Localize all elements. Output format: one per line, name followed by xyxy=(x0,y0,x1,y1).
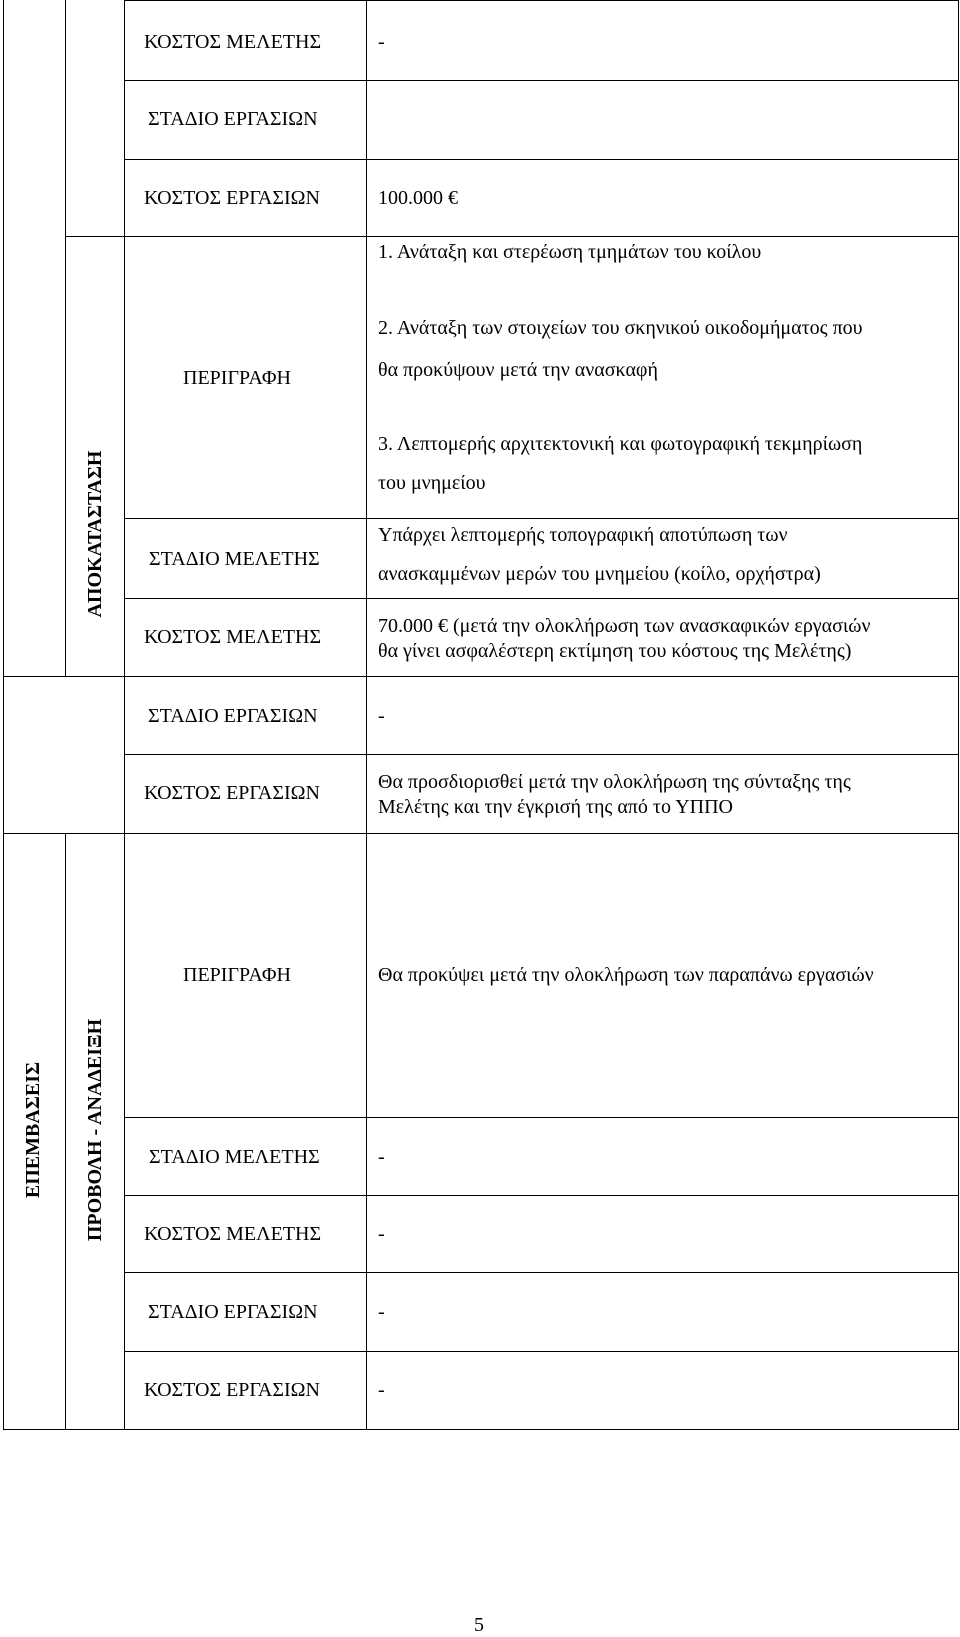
page-number: 5 xyxy=(474,1614,484,1636)
perigrafi-line-5: του μνημείου xyxy=(378,472,486,494)
stadio-meletis-line-2: ανασκαμμένων μερών του μνημείου (κοίλο, ορχήστρα) xyxy=(378,563,821,585)
row-label-kostos-ergasion-1: ΚΟΣΤΟΣ ΕΡΓΑΣΙΩΝ xyxy=(144,187,320,209)
perigrafi-value-epemvaseis: Θα προκύψει μετά την ολοκλήρωση των παραπάνω εργασιών xyxy=(378,964,874,986)
row-value-kostos-ergasion-2: - xyxy=(378,1379,385,1401)
stadio-ergasion-label-apokatastasi: ΣΤΑΔΙΟ ΕΡΓΑΣΙΩΝ xyxy=(148,705,318,727)
row-label-stadio-ergasion-2: ΣΤΑΔΙΟ ΕΡΓΑΣΙΩΝ xyxy=(148,1301,318,1323)
perigrafi-line-1: 1. Ανάταξη και στερέωση τμημάτων του κοίλου xyxy=(378,241,762,263)
perigrafi-line-4: 3. Λεπτομερής αρχιτεκτονική και φωτογραφική τεκμηρίωση xyxy=(378,433,863,455)
kostos-meletis-line-2: θα γίνει ασφαλέστερη εκτίμηση του κόστους της Μελέτης) xyxy=(378,640,852,662)
row-label-kostos-meletis-1: ΚΟΣΤΟΣ ΜΕΛΕΤΗΣ xyxy=(144,31,322,53)
row-value-kostos-ergasion-1: 100.000 € xyxy=(378,187,458,209)
row-label-kostos-meletis-2: ΚΟΣΤΟΣ ΜΕΛΕΤΗΣ xyxy=(144,1223,322,1245)
group-title-epemvaseis: ΕΠΕΜΒΑΣΕΙΣ xyxy=(22,1061,44,1199)
perigrafi-line-3: θα προκύψουν μετά την ανασκαφή xyxy=(378,359,658,381)
row-value-kostos-meletis-2: - xyxy=(378,1223,385,1245)
subgroup-title-provoli-anadeixi: ΠΡΟΒΟΛΗ - ΑΝΑΔΕΙΞΗ xyxy=(84,1018,106,1242)
perigrafi-label-epemvaseis: ΠΕΡΙΓΡΑΦΗ xyxy=(183,964,291,986)
perigrafi-label-apokatastasi: ΠΕΡΙΓΡΑΦΗ xyxy=(183,367,291,389)
row-label-kostos-ergasion-2: ΚΟΣΤΟΣ ΕΡΓΑΣΙΩΝ xyxy=(144,1379,320,1401)
kostos-ergasion-line-1: Θα προσδιορισθεί μετά την ολοκλήρωση της σύνταξης της xyxy=(378,771,851,793)
row-value-kostos-meletis-1: - xyxy=(378,31,385,53)
kostos-meletis-label-apokatastasi: ΚΟΣΤΟΣ ΜΕΛΕΤΗΣ xyxy=(144,626,322,648)
perigrafi-line-2: 2. Ανάταξη των στοιχείων του σκηνικού οικοδομήματος που xyxy=(378,317,863,339)
kostos-meletis-line-1: 70.000 € (μετά την ολοκλήρωση των ανασκαφικών εργασιών xyxy=(378,615,871,637)
stadio-meletis-line-1: Υπάρχει λεπτομερής τοπογραφική αποτύπωση των xyxy=(378,524,788,546)
row-label-stadio-ergasion-1: ΣΤΑΔΙΟ ΕΡΓΑΣΙΩΝ xyxy=(148,108,318,130)
row-value-stadio-ergasion-2: - xyxy=(378,1301,385,1323)
row-label-stadio-meletis-2: ΣΤΑΔΙΟ ΜΕΛΕΤΗΣ xyxy=(149,1146,320,1168)
group-title-apokatastasi: ΑΠΟΚΑΤΑΣΤΑΣΗ xyxy=(84,450,106,618)
stadio-meletis-label-apokatastasi: ΣΤΑΔΙΟ ΜΕΛΕΤΗΣ xyxy=(149,548,320,570)
stadio-ergasion-value-apokatastasi: - xyxy=(378,705,385,727)
row-value-stadio-meletis-2: - xyxy=(378,1146,385,1168)
kostos-ergasion-label-apokatastasi: ΚΟΣΤΟΣ ΕΡΓΑΣΙΩΝ xyxy=(144,782,320,804)
kostos-ergasion-line-2: Μελέτης και την έγκρισή της από το ΥΠΠΟ xyxy=(378,796,733,818)
